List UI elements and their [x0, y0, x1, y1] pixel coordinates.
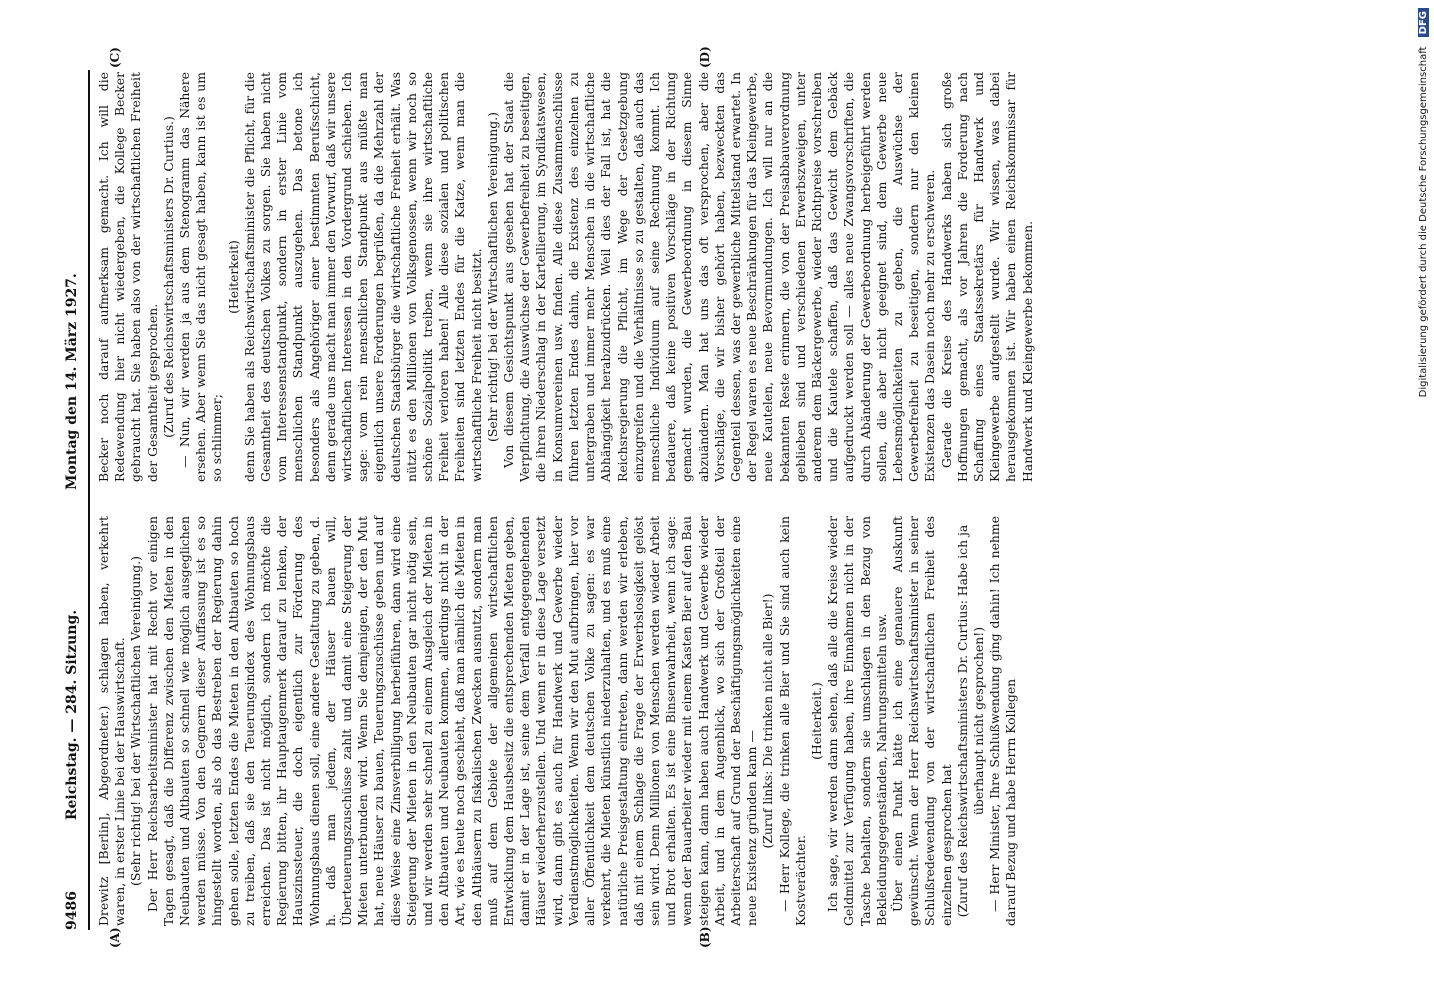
right-column — [96, 72, 1036, 482]
paragraph: Becker noch darauf aufmerksam gemacht. Ich will die Redewendung hier nicht wiedergeben, die Kollege Becker gebraucht hat. Sie haben also von der wirtschaftlichen Freiheit der Gesamtheit gesprochen. — [96, 72, 160, 482]
page-number: 9486 — [64, 891, 80, 930]
header-rule — [88, 70, 90, 930]
left-column — [96, 516, 1020, 926]
paragraph: — Herr Minister, Ihre Schlußwendung ging dahin! Ich nehme darauf Bezug und habe Herrn Kollegen — [987, 516, 1019, 926]
header-session: Reichstag. — 284. Sitzung. — [64, 609, 80, 821]
paragraph: Von diesem Gesichtspunkt aus gesehen hat der Staat die Verpflichtung, die Auswüchse der Gewerbefreiheit zu beseitigen, die ihren Niederschlag in der Kartellierung, im Syndikatswesen, in Konsumvereinen usw. finden. Alle diese Zusammenschlüsse führen letzten Endes dahin, die Existenz des einzelnen zu untergraben und immer mehr Menschen in die wirtschaftliche Abhängigkeit herabzudrücken. Weil dies der Fall ist, hat die Reichsregierung die Pflicht, im Wege der Gesetzgebung einzugreifen und die Verhältnisse so zu gestalten, daß auch das menschliche Individuum auf seine Rechnung kommt. Ich bedauere, daß keine positiven Vorschläge in der Richtung gemacht wurden, die Gewerbeordnung in diesem Sinne abzuändern. Man hat uns das oft versprochen, aber die Vorschläge, die wir bisher gehört haben, bezweckten das Gegenteil dessen, was der gewerbliche Mittelstand erwartet. In der Regel waren es neue Beschränkungen für das Kleingewerbe, neue Kautelen, neue Bevormundungen. Ich will nur an die bekannten Reste erinnern, die von der Preisabbauverordnung geblieben sind und verschiedenen Erwerbszweigen, unter anderem dem Bäckergewerbe, wieder Richtpreise vorschreiben und die Kautele schaffen, daß das Gewicht dem Gebäck aufgedruckt werden soll — alles neue Zwangsvorschriften, die durch Abänderung der Gewerbeordnung herbeigeführt werden sollen, die aber nicht geeignet sind, dem Gewerbe neue Lebensmöglichkeiten zu geben, die Auswüchse der Gewerbefreiheit zu beseitigen, sondern nur den kleinen Existenzen das Dasein noch mehr zu erschweren. — [501, 72, 938, 482]
margin-marker-d: (D) — [698, 46, 712, 68]
interjection: (Zuruf des Reichswirtschaftsministers Dr. Curtius: Habe ich ja überhaupt nicht gesprochen!) — [954, 524, 986, 918]
paragraph: — Herr Kollege, die trinken alle Bier und Sie sind auch kein Kostverächter. — [776, 516, 808, 926]
interjection: (Sehr richtig! bei der Wirtschaftlichen Vereinigung.) — [484, 112, 500, 442]
paragraph: Drewitz [Berlin], Abgeordneter.) schlagen haben, verkehrt waren, in erster Linie bei der Hauswirtschaft. — [96, 516, 128, 926]
interjection: (Heiterkeit.) — [808, 682, 824, 760]
running-header — [64, 70, 88, 930]
header-date: Montag den 14. März 1927. — [64, 273, 80, 490]
margin-marker-a: (A) — [108, 927, 122, 948]
credit-text: Digitalisierung gefördert durch die Deutsche Forschungsgemeinschaft — [1418, 46, 1429, 398]
paragraph: — Nun, wir werden ja aus dem Stenogramm das Nähere ersehen. Aber wenn Sie das nicht gesagt haben, kann ist es um so schlimmer; — [177, 72, 225, 482]
interjection: (Zuruf links: Die trinken nicht alle Bier!) — [760, 593, 776, 849]
paragraph: Ich sage, wir werden dann sehen, daß alle die Kreise wieder Geldmittel zur Verfügung haben, ihre Einnahmen nicht in der Tasche behalten, sondern sie umschlagen in den Bezug von Bekleidungsgegenständen, Nahrungsmitteln usw. — [825, 516, 889, 926]
margin-marker-b: (B) — [698, 926, 712, 948]
interjection: (Heiterkeit) — [225, 240, 241, 314]
paragraph: Über einen Punkt hätte ich eine genauere Auskunft gewünscht. Wenn der Herr Reichswirtschaftsminister in seiner Schlußredewendung von der wirtschaftlichen Freiheit des einzelnen gesprochen hat — [889, 516, 954, 926]
interjection: (Sehr richtig! bei der Wirtschaftlichen Vereinigung.) — [128, 556, 144, 886]
margin-marker-c: (C) — [108, 47, 122, 68]
dfg-logo: DFG — [1418, 8, 1429, 37]
interjection: (Zuruf des Reichswirtschaftsministers Dr. Curtius.) — [160, 116, 176, 438]
digitization-credit — [1418, 8, 1434, 998]
paragraph: denn Sie haben als Reichswirtschaftsminister die Pflicht, für die Gesamtheit des deutschen Volkes zu sorgen. Sie haben nicht vom Interessenstandpunkt, sondern in erster Linie vom menschlichen Standpunkt auszugehen. Das betone ich besonders als Angehöriger einer bestimmten Berufsschicht, denn gerade uns macht man immer den Vorwurf, daß wir unsere wirtschaftlichen Interessen in den Vordergrund schieben. Ich sage: vom rein menschlichen Standpunkt aus müßte man eigentlich unsere Forderungen begrüßen, da die Mehrzahl der deutschen Staatsbürger die wirtschaftliche Freiheit erhält. Was nützt es den Millionen von Volksgenossen, wenn wir noch so schöne Sozialpolitik treiben, wenn sie ihre wirtschaftliche Freiheit verloren haben! Alle diese sozialen und politischen Freiheiten sind letzten Endes für die Katze, wenn man die wirtschaftliche Freiheit nicht besitzt. — [241, 72, 484, 482]
paragraph: Gerade die Kreise des Handwerks haben sich große Hoffnungen gemacht, als vor Jahren die Forderung nach Schaffung eines Staatssekretärs für Handwerk und Kleingewerbe aufgestellt wurde. Wir wissen, was dabei herausgekommen ist. Wir haben einen Reichskommissar für Handwerk und Kleingewerbe bekommen. — [938, 72, 1035, 482]
paragraph: Der Herr Reichsarbeitsminister hat mit Recht vor einigen Tagen gesagt, daß die Differenz zwischen den Mieten in den Neubauten und Altbauten so schnell wie möglich ausgeglichen werden müsse. Von den Gegnern dieser Auffassung ist es so hingestellt worden, als ob das Bestreben der Regierung dahin gehen solle, letzten Endes die Mieten in den Altbauten so hoch zu treiben, daß sie den Teuerungsindex des Wohnungsbaus erreichen. Das ist nicht möglich, sondern ich möchte die Regierung bitten, ihr Hauptaugenmerk darauf zu lenken, der Hauszinssteuer, die doch eigentlich zur Förderung des Wohnungsbaus dienen soll, eine andere Gestaltung zu geben, d. h. daß man jedem, der Häuser bauen will, Überteuerungszuschüsse zahlt und damit eine Steigerung der Mieten unterbunden wird. Wenn Sie demjenigen, der den Mut hat, neue Häuser zu bauen, Teuerungszuschüsse geben und auf diese Weise eine Zinsverbilligung herbeiführen, dann wird eine Steigerung der Mieten in den Neubauten gar nicht nötig sein, und wir werden sehr schnell zu einem Ausgleich der Mieten in den Altbauten und Neubauten kommen, allerdings nicht in der Art, wie es heute noch geschieht, daß man nämlich die Mieten in den Althäusern zu fiskalischen Zwecken ausnutzt, sondern man muß auf dem Gebiete der allgemeinen wirtschaftlichen Entwicklung dem Hausbesitz die entsprechenden Mieten geben, damit er in der Lage ist, seine dem Verfall entgegengehenden Häuser wiederherzustellen. Und wenn er in diese Lage versetzt wird, dann gibt es auch für Handwerk und Gewerbe wieder Verdienstmöglichkeiten. Wenn wir den Mut aufbringen, hier vor aller Öffentlichkeit dem deutschen Volke zu sagen: es war verkehrt, die Mieten künstlich niederzuhalten, und es muß eine natürliche Preisgestaltung eintreten, dann werden wir erleben, daß mit einem Schlage die Frage der Erwerbslosigkeit gelöst sein wird. Denn Millionen von Menschen werden wieder Arbeit und Brot erhalten. Es ist eine Binsenwahrheit, wenn ich sage: wenn der Bauarbeiter wieder mit einem Kasten Bier auf den Bau steigen kann, dann haben auch Handwerk und Gewerbe wieder Arbeit, und in dem Augenblick, wo sich der Großteil der Arbeiterschaft auf Grund der Beschäftigungsmöglichkeiten eine neue Existenz gründen kann — — [144, 516, 760, 926]
rotated-document-page — [48, 46, 1382, 950]
